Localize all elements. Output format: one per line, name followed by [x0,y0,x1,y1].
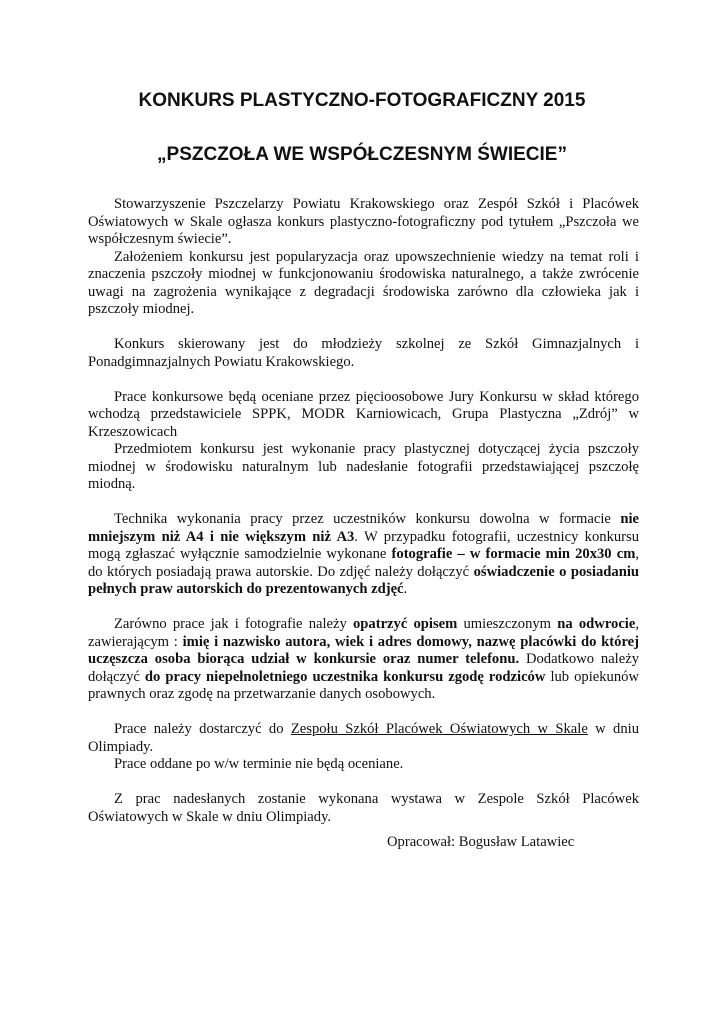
paragraph-audience: Konkurs skierowany jest do młodzieży szkolnej ze Szkół Gimnazjalnych i Ponadgimnazjalnych Powiatu Krakowskiego. [88,336,639,370]
required-fields: imię i nazwisko autora, wiek i adres domowy, nazwę placówki do której uczęszcza osoba biorąca udział w konkursie oraz numer telefonu. [88,633,640,667]
document-subtitle: „PSZCZOŁA WE WSPÓŁCZESNYM ŚWIECIE” [157,144,567,165]
parental-consent: do pracy niepełnoletniego uczestnika konkursu zgodę rodziców [144,668,546,685]
text: . [403,581,408,597]
paragraph-subject: Przedmiotem konkursu jest wykonanie pracy plastycznej dotyczącej życia pszczoły miodnej w środowisku naturalnym lub nadesłanie fotografii przedstawiającej pszczołę miodną. [88,441,639,492]
delivery-location: Zespołu Szkół Placówek Oświatowych w Skale [290,721,588,737]
paragraph-exhibition: Z prac nadesłanych zostanie wykonana wystawa w Zespole Szkół Placówek Oświatowych w Skale w dniu Olimpiady. [88,791,639,825]
paragraph-purpose: Założeniem konkursu jest popularyzacja oraz upowszechnienie wiedzy na temat roli i znaczenia pszczoły miodnej w funkcjonowaniu środowiska naturalnego, a także zwrócenie uwagi na zagrożenia wynikające z degradacji środowiska zarówno dla człowieka jak i pszczoły miodnej. [88,248,639,317]
text: w dniu Olimpiady. [88,721,640,755]
paragraph-jury: Prace konkursowe będą oceniane przez pięcioosobowe Jury Konkursu w skład którego wchodzą przedstawiciele SPPK, MODR Karniowicach, Grupa Plastyczna „Zdrój” w Krzeszowicach [88,388,639,440]
text: umieszczonym [457,616,558,632]
text: lub opiekunów prawnych oraz zgodę na przetwarzanie danych osobowych. [88,668,639,702]
text: , zawierającym : [88,616,639,650]
text: , do których posiadają prawa autorskie. Do zdjęć należy dołączyć [88,546,640,580]
photo-format-requirement: fotografie – w formacie min 20x30 cm [391,546,636,562]
text: Technika wykonania pracy przez uczestników konkursu dowolna w formacie [114,511,621,527]
paragraph-technique [88,511,639,599]
document-body [88,196,639,826]
format-requirement: nie mniejszym niż A4 i nie większym niż A3 [88,511,639,545]
document-title: KONKURS PLASTYCZNO-FOTOGRAFICZNY 2015 [138,90,586,111]
text: Dodatkowo należy dołączyć [88,651,639,685]
emphasis: opatrzyć opisem [353,616,458,632]
paragraph-deadline: Prace oddane po w/w terminie nie będą oceniane. [114,756,404,772]
paragraph-delivery [88,721,639,756]
paragraph-intro: Stowarzyszenie Pszczelarzy Powiatu Krakowskiego oraz Zespół Szkół i Placówek Oświatowych w Skale ogłasza konkurs plastyczno-fotograficzny pod tytułem „Pszczoła we współczesnym świecie”. [88,196,639,247]
text: Zarówno prace jak i fotografie należy [114,616,353,632]
text: Prace należy dostarczyć do [114,721,291,737]
signature: Opracował: Bogusław Latawiec [387,834,575,850]
copyright-statement-requirement: oświadczenie o posiadaniu pełnych praw autorskich do prezentowanych zdjęć [88,563,639,597]
text: . W przypadku fotografii, uczestnicy konkursu mogą zgłaszać wyłącznie samodzielnie wykonane [88,528,639,562]
paragraph-description [88,616,639,704]
emphasis: na odwrocie [557,616,636,632]
